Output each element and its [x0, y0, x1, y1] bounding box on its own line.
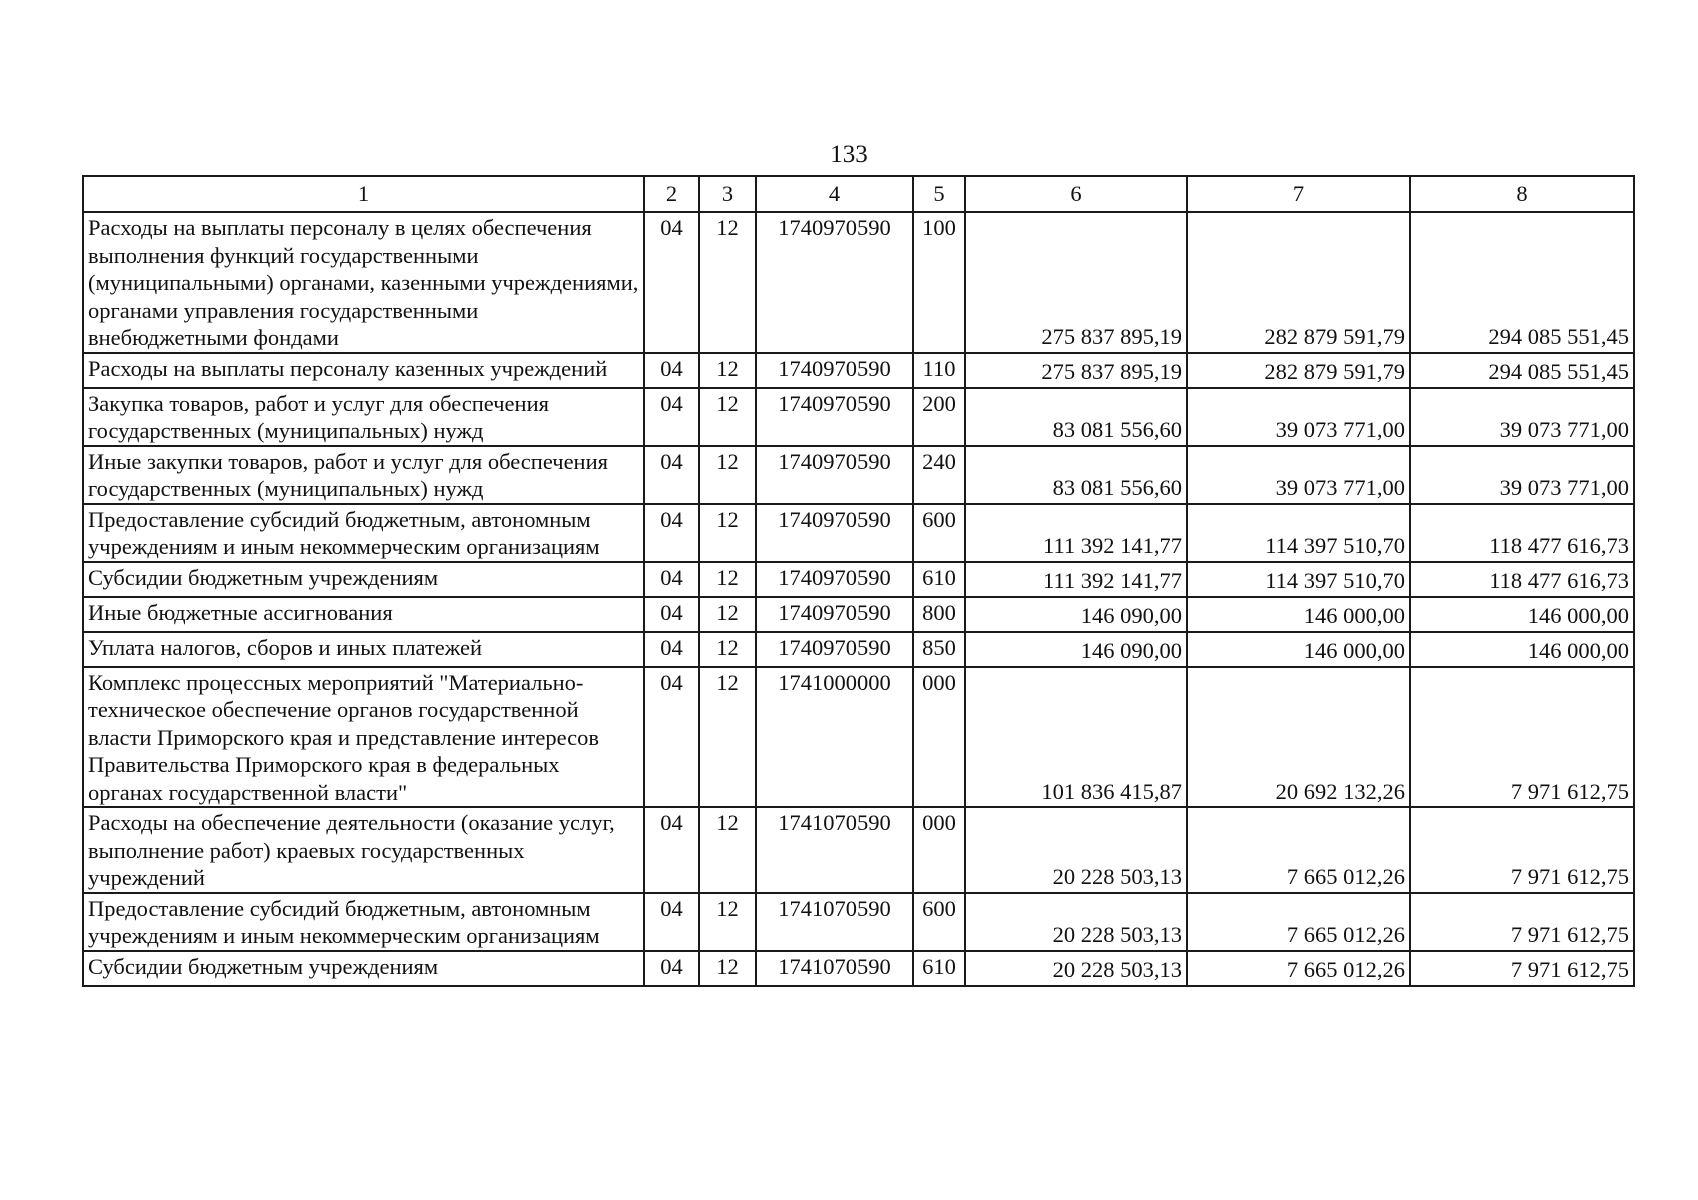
subsection-code-cell: 12 [699, 893, 756, 951]
amount-column-6-cell: 111 392 141,77 [965, 562, 1187, 597]
expense-name-cell: Иные закупки товаров, работ и услуг для обеспечения государственных (муниципальных) нужд [83, 446, 644, 504]
target-article-cell: 1740970590 [756, 632, 913, 667]
amount-column-8-cell: 7 971 612,75 [1410, 807, 1634, 893]
table-row [83, 388, 1634, 446]
table-row [83, 597, 1634, 632]
expense-name-cell: Предоставление субсидий бюджетным, автономным учреждениям и иным некоммерческим организациям [83, 504, 644, 562]
expense-name-cell: Уплата налогов, сборов и иных платежей [83, 632, 644, 667]
amount-column-6-cell: 146 090,00 [965, 597, 1187, 632]
subsection-code-cell: 12 [699, 632, 756, 667]
column-header-5: 5 [913, 176, 965, 212]
subsection-code-cell: 12 [699, 951, 756, 986]
amount-column-7-cell: 7 665 012,26 [1187, 893, 1410, 951]
table-row [83, 951, 1634, 986]
target-article-cell: 1740970590 [756, 388, 913, 446]
amount-column-8-cell: 118 477 616,73 [1410, 562, 1634, 597]
table-row [83, 504, 1634, 562]
target-article-cell: 1740970590 [756, 353, 913, 388]
amount-column-8-cell: 294 085 551,45 [1410, 212, 1634, 353]
expense-name-cell: Субсидии бюджетным учреждениям [83, 562, 644, 597]
section-code-cell: 04 [644, 667, 699, 808]
subsection-code-cell: 12 [699, 388, 756, 446]
amount-column-6-cell: 83 081 556,60 [965, 446, 1187, 504]
expense-type-cell: 000 [913, 667, 965, 808]
amount-column-8-cell: 7 971 612,75 [1410, 893, 1634, 951]
amount-column-7-cell: 7 665 012,26 [1187, 951, 1410, 986]
amount-column-6-cell: 20 228 503,13 [965, 951, 1187, 986]
table-row [83, 562, 1634, 597]
section-code-cell: 04 [644, 504, 699, 562]
page-number: 133 [830, 141, 868, 168]
table-row [83, 212, 1634, 353]
target-article-cell: 1740970590 [756, 562, 913, 597]
expense-type-cell: 200 [913, 388, 965, 446]
amount-column-6-cell: 275 837 895,19 [965, 353, 1187, 388]
section-code-cell: 04 [644, 388, 699, 446]
amount-column-8-cell: 7 971 612,75 [1410, 951, 1634, 986]
expense-type-cell: 610 [913, 951, 965, 986]
target-article-cell: 1741000000 [756, 667, 913, 808]
subsection-code-cell: 12 [699, 504, 756, 562]
expense-type-cell: 600 [913, 504, 965, 562]
column-header-6: 6 [965, 176, 1187, 212]
expense-type-cell: 000 [913, 807, 965, 893]
header-row [83, 176, 1634, 212]
amount-column-6-cell: 20 228 503,13 [965, 893, 1187, 951]
amount-column-6-cell: 83 081 556,60 [965, 388, 1187, 446]
column-header-8: 8 [1410, 176, 1634, 212]
subsection-code-cell: 12 [699, 597, 756, 632]
amount-column-6-cell: 20 228 503,13 [965, 807, 1187, 893]
column-header-1: 1 [83, 176, 644, 212]
budget-table [82, 175, 1635, 987]
amount-column-8-cell: 39 073 771,00 [1410, 388, 1634, 446]
table-body [83, 212, 1634, 986]
amount-column-7-cell: 7 665 012,26 [1187, 807, 1410, 893]
column-header-3: 3 [699, 176, 756, 212]
amount-column-6-cell: 101 836 415,87 [965, 667, 1187, 808]
amount-column-7-cell: 114 397 510,70 [1187, 562, 1410, 597]
expense-name-cell: Расходы на выплаты персоналу в целях обеспечения выполнения функций государственными (муниципальными) органами, казенными учреждениями, органами управления государственными внебюджетными фондами [83, 212, 644, 353]
table-row [83, 446, 1634, 504]
amount-column-7-cell: 146 000,00 [1187, 597, 1410, 632]
expense-type-cell: 240 [913, 446, 965, 504]
expense-name-cell: Иные бюджетные ассигнования [83, 597, 644, 632]
section-code-cell: 04 [644, 951, 699, 986]
target-article-cell: 1740970590 [756, 504, 913, 562]
subsection-code-cell: 12 [699, 446, 756, 504]
table-row [83, 632, 1634, 667]
target-article-cell: 1741070590 [756, 951, 913, 986]
expense-name-cell: Предоставление субсидий бюджетным, автономным учреждениям и иным некоммерческим организациям [83, 893, 644, 951]
expense-name-cell: Субсидии бюджетным учреждениям [83, 951, 644, 986]
section-code-cell: 04 [644, 446, 699, 504]
expense-name-cell: Расходы на обеспечение деятельности (оказание услуг, выполнение работ) краевых государственных учреждений [83, 807, 644, 893]
table-row [83, 353, 1634, 388]
section-code-cell: 04 [644, 893, 699, 951]
expense-type-cell: 600 [913, 893, 965, 951]
column-header-4: 4 [756, 176, 913, 212]
amount-column-6-cell: 111 392 141,77 [965, 504, 1187, 562]
amount-column-6-cell: 275 837 895,19 [965, 212, 1187, 353]
section-code-cell: 04 [644, 632, 699, 667]
amount-column-7-cell: 39 073 771,00 [1187, 388, 1410, 446]
amount-column-8-cell: 39 073 771,00 [1410, 446, 1634, 504]
table-row [83, 667, 1634, 808]
target-article-cell: 1740970590 [756, 212, 913, 353]
column-header-2: 2 [644, 176, 699, 212]
amount-column-8-cell: 7 971 612,75 [1410, 667, 1634, 808]
amount-column-7-cell: 282 879 591,79 [1187, 353, 1410, 388]
expense-name-cell: Комплекс процессных мероприятий "Материально-техническое обеспечение органов государственной власти Приморского края и представление интересов Правительства Приморского края в федеральных органах государственной власти" [83, 667, 644, 808]
amount-column-8-cell: 146 000,00 [1410, 597, 1634, 632]
expense-type-cell: 100 [913, 212, 965, 353]
target-article-cell: 1741070590 [756, 807, 913, 893]
subsection-code-cell: 12 [699, 807, 756, 893]
column-header-7: 7 [1187, 176, 1410, 212]
expense-type-cell: 610 [913, 562, 965, 597]
expense-name-cell: Расходы на выплаты персоналу казенных учреждений [83, 353, 644, 388]
amount-column-7-cell: 20 692 132,26 [1187, 667, 1410, 808]
subsection-code-cell: 12 [699, 562, 756, 597]
section-code-cell: 04 [644, 597, 699, 632]
subsection-code-cell: 12 [699, 667, 756, 808]
amount-column-7-cell: 39 073 771,00 [1187, 446, 1410, 504]
subsection-code-cell: 12 [699, 212, 756, 353]
expense-name-cell: Закупка товаров, работ и услуг для обеспечения государственных (муниципальных) нужд [83, 388, 644, 446]
section-code-cell: 04 [644, 212, 699, 353]
amount-column-7-cell: 282 879 591,79 [1187, 212, 1410, 353]
target-article-cell: 1741070590 [756, 893, 913, 951]
amount-column-8-cell: 294 085 551,45 [1410, 353, 1634, 388]
table-row [83, 893, 1634, 951]
target-article-cell: 1740970590 [756, 446, 913, 504]
amount-column-7-cell: 146 000,00 [1187, 632, 1410, 667]
expense-type-cell: 850 [913, 632, 965, 667]
amount-column-7-cell: 114 397 510,70 [1187, 504, 1410, 562]
target-article-cell: 1740970590 [756, 597, 913, 632]
amount-column-6-cell: 146 090,00 [965, 632, 1187, 667]
amount-column-8-cell: 146 000,00 [1410, 632, 1634, 667]
expense-type-cell: 800 [913, 597, 965, 632]
section-code-cell: 04 [644, 562, 699, 597]
amount-column-8-cell: 118 477 616,73 [1410, 504, 1634, 562]
section-code-cell: 04 [644, 807, 699, 893]
expense-type-cell: 110 [913, 353, 965, 388]
subsection-code-cell: 12 [699, 353, 756, 388]
section-code-cell: 04 [644, 353, 699, 388]
table-row [83, 807, 1634, 893]
